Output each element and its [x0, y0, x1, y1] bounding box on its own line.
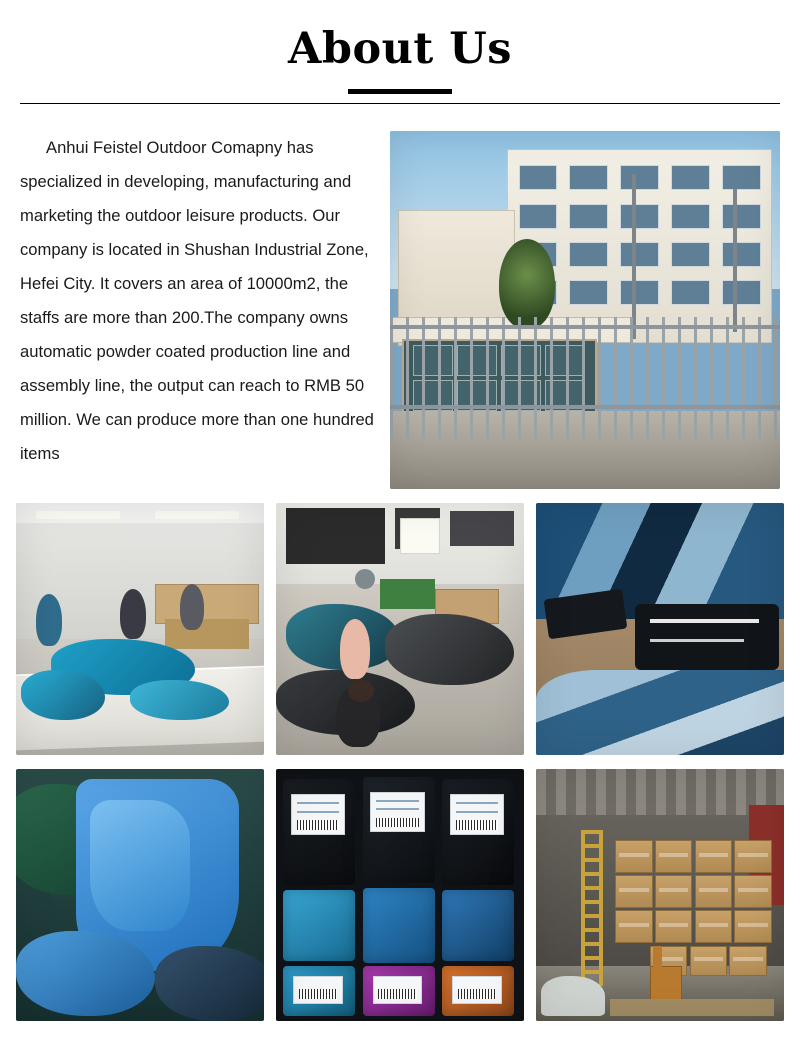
chair-back — [653, 946, 663, 976]
carton-stack — [165, 619, 249, 649]
green-bin — [380, 579, 435, 609]
light-pole — [733, 189, 737, 332]
ceiling-light — [155, 511, 239, 519]
carton — [734, 910, 771, 943]
ceiling-light — [36, 511, 120, 519]
hanging-fabric — [286, 508, 385, 563]
metal-fence — [390, 317, 780, 439]
hanging-fabric — [450, 511, 514, 546]
window-row — [519, 242, 761, 267]
pallet — [610, 999, 774, 1017]
intro-paragraph-text: Anhui Feistel Outdoor Comapny has specialized in developing, manufacturing and marketing the outdoor leisure products. Our company is located in Shushan Industrial Zone, Hefei City. It covers an area of 10000m2, the staffs are more than 200.The company owns automatic powder coated production line and assembly line, the output can reach to RMB 50 million. We can produce more than one hundred items — [20, 138, 374, 464]
carton — [615, 910, 652, 943]
photo-gallery — [0, 489, 800, 1033]
packed-bag — [442, 890, 514, 961]
intro-section — [0, 104, 800, 489]
label-text-line — [650, 619, 759, 623]
product-label — [293, 976, 343, 1004]
packaged-bundle — [541, 976, 605, 1016]
worker — [340, 619, 370, 679]
carton — [729, 946, 766, 976]
worker — [120, 589, 146, 639]
product-label — [373, 976, 423, 1004]
packed-bag — [363, 888, 435, 964]
carton-stack — [155, 584, 259, 624]
camouflage-bag-bottom — [536, 670, 784, 756]
tree — [499, 239, 555, 329]
carton — [695, 875, 732, 908]
roof-structure — [536, 769, 784, 814]
carton — [695, 840, 732, 873]
title-underline — [348, 89, 452, 94]
product-label — [450, 794, 505, 834]
product-label — [452, 976, 502, 1004]
carton — [615, 840, 652, 873]
carton — [734, 875, 771, 908]
carton — [690, 946, 727, 976]
label-text-line — [650, 639, 744, 642]
intro-paragraph — [20, 131, 376, 471]
light-pole — [632, 174, 636, 339]
product-label — [370, 792, 425, 832]
carton — [655, 840, 692, 873]
wall-poster — [400, 518, 440, 553]
carton — [695, 910, 732, 943]
page-header — [0, 0, 800, 104]
blue-fabric-stack-photo — [16, 769, 264, 1021]
warehouse-cartons-photo — [536, 769, 784, 1021]
carton — [734, 840, 771, 873]
worker — [36, 594, 62, 646]
company-building-photo — [390, 131, 780, 489]
assembly-workshop-photo — [276, 503, 524, 755]
black-label-panel — [635, 604, 779, 670]
worker — [180, 584, 204, 630]
ladder — [581, 830, 603, 986]
packed-bags-photo — [276, 769, 524, 1021]
window-row — [519, 165, 761, 190]
product-label — [291, 794, 346, 834]
sewing-workshop-photo — [16, 503, 264, 755]
finished-umbrella-photo — [536, 503, 784, 755]
dark-fabric-pile — [155, 946, 264, 1022]
carton — [655, 875, 692, 908]
packed-bag — [283, 890, 355, 961]
carton — [655, 910, 692, 943]
window-row — [519, 204, 761, 229]
carton — [615, 875, 652, 908]
page-title: About Us — [288, 24, 512, 74]
worker-head — [348, 680, 374, 702]
blue-product-fold — [90, 800, 189, 931]
